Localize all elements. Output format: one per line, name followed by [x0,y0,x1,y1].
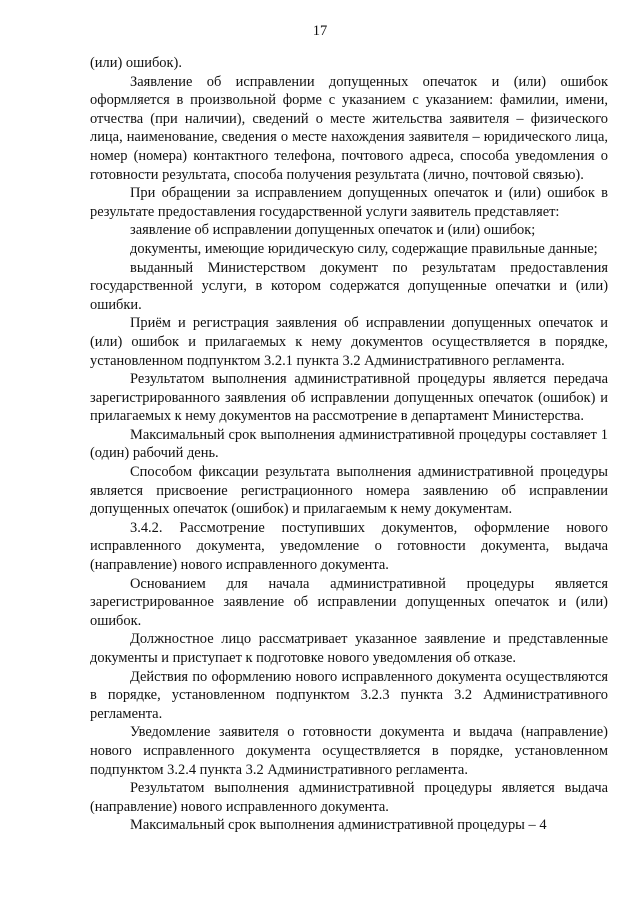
paragraph-procedure-result-delivery: Результатом выполнения административной процедуры является выдача (направление) нового исправленного документа. [90,780,608,815]
list-item-application: заявление об исправлении допущенных опечаток и (или) ошибок; [130,222,536,239]
paragraph-reception-registration: Приём и регистрация заявления об исправлении допущенных опечаток и (или) ошибок и прилагаемых к нему документов осуществляется в порядке, установленном подпунктом 3.2.1 пункта 3.2 Административного регламента. [90,315,608,369]
paragraph-official-review: Должностное лицо рассматривает указанное заявление и представленные документы и приступает к подготовке нового уведомления об отказе. [90,631,608,666]
paragraph-applicant-submits: При обращении за исправлением допущенных опечаток и (или) ошибок в результате предоставления государственной услуги заявитель представляет: [90,185,608,220]
document-body [90,54,608,835]
paragraph-continuation: (или) ошибок). [90,55,182,71]
paragraph-max-duration: Максимальный срок выполнения административной процедуры составляет 1 (один) рабочий день. [90,426,608,462]
paragraph-notification-delivery: Уведомление заявителя о готовности документа и выдача (направление) нового исправленного документа осуществляется в порядке, установленном подпунктом 3.2.4 пункта 3.2 Административного регламента. [90,724,608,778]
list-item-issued-document: выданный Министерством документ по результатам предоставления государственной услуги, в котором содержатся допущенные опечатки и (или) ошибки. [90,259,608,313]
page-number: 17 [312,23,328,39]
paragraph-max-duration-continued: Максимальный срок выполнения административной процедуры – 4 [130,817,547,834]
paragraph-document-preparation: Действия по оформлению нового исправленного документа осуществляются в порядке, установленном подпунктом 3.2.3 пункта 3.2 Административного регламента. [90,668,608,722]
section-heading-3-4-2: 3.4.2. Рассмотрение поступивших документов, оформление нового исправленного документа, уведомление о готовности документа, выдача (направление) нового исправленного документа. [90,519,608,574]
paragraph-fixation-method: Способом фиксации результата выполнения административной процедуры является присвоение регистрационного номера заявлению об исправлении допущенных опечаток (ошибок) и прилагаемым к нему документам. [90,464,608,518]
list-item-legal-documents: документы, имеющие юридическую силу, содержащие правильные данные; [130,240,598,257]
paragraph-procedure-basis: Основанием для начала административной процедуры является зарегистрированное заявление об исправлении допущенных опечаток и (или) ошибок. [90,575,608,629]
paragraph-application-form: Заявление об исправлении допущенных опечаток и (или) ошибок оформляется в произвольной форме с указанием с указанием: фамилии, имени, отчества (при наличии), сведений о месте жительства заявителя – физического лица, наименование, сведения о месте нахождения заявителя – юридического лица, номер (номера) контактного телефона, почтового адреса, способа уведомления о готовности результата, способа получения результата (лично, почтовой связью). [90,73,608,183]
paragraph-procedure-result: Результатом выполнения административной процедуры является передача зарегистрированного заявления об исправлении допущенных опечаток (ошибок) и прилагаемых к нему документов на рассмотрение в департамент Министерства. [90,371,608,425]
